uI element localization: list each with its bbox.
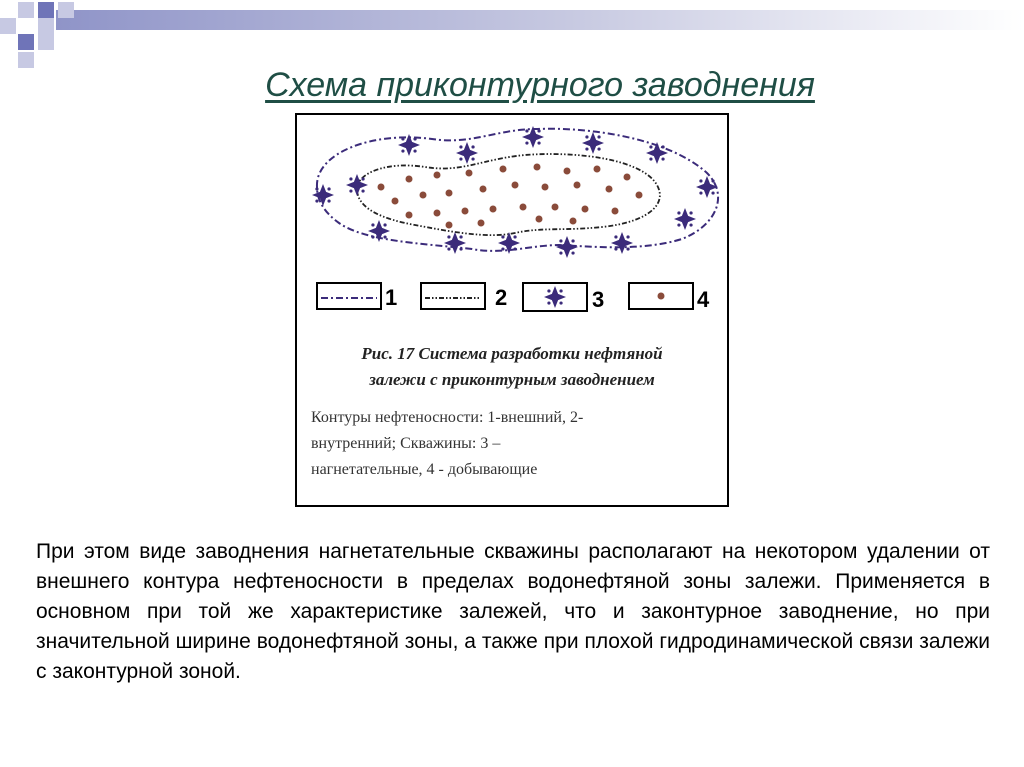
injection-well-icon <box>582 132 604 154</box>
injection-well-dot <box>327 199 330 202</box>
production-well-icon <box>446 222 453 229</box>
figure-caption-line-1: Рис. 17 Система разработки нефтяной <box>361 344 663 363</box>
production-well-icon <box>434 210 441 217</box>
production-well-icon <box>490 206 497 213</box>
injection-well-dot <box>413 137 416 140</box>
injection-well-dot <box>537 129 540 132</box>
production-well-icon <box>594 166 601 173</box>
injection-well-dot <box>547 301 550 304</box>
figure-frame <box>295 113 729 507</box>
production-well-icon <box>434 172 441 179</box>
injection-well-dot <box>585 147 588 150</box>
production-well-icon <box>446 190 453 197</box>
injection-well-icon <box>611 232 633 254</box>
injection-well-dot <box>525 141 528 144</box>
production-well-icon <box>466 170 473 177</box>
injection-well-dot <box>677 211 680 214</box>
injection-well-dot <box>315 199 318 202</box>
injection-well-dot <box>537 141 540 144</box>
production-well-icon <box>462 208 469 215</box>
production-well-icon <box>512 182 519 189</box>
injection-well-dot <box>585 135 588 138</box>
deco-square <box>38 34 54 50</box>
injection-well-dot <box>626 235 629 238</box>
injection-well-dot <box>501 235 504 238</box>
production-well-icon <box>574 182 581 189</box>
injection-well-dot <box>361 189 364 192</box>
legend-injection-well-icon <box>544 286 566 308</box>
injection-well-dot <box>471 157 474 160</box>
legend-line-2: внутренний; Скважины: 3 – <box>311 435 501 452</box>
production-well-icon <box>406 176 413 183</box>
injection-well-dot <box>649 145 652 148</box>
injection-well-dot <box>371 235 374 238</box>
injection-well-dot <box>525 129 528 132</box>
slide-title: Схема приконтурного заводнения <box>265 66 815 104</box>
injection-well-dot <box>614 235 617 238</box>
injection-well-dot <box>401 149 404 152</box>
injection-well-dot <box>447 235 450 238</box>
production-well-icon <box>536 216 543 223</box>
injection-well-icon <box>456 142 478 164</box>
legend-production-well-icon <box>658 293 665 300</box>
injection-well-dot <box>513 247 516 250</box>
injection-well-dot <box>661 145 664 148</box>
injection-well-dot <box>699 191 702 194</box>
production-well-icon <box>582 206 589 213</box>
injection-well-dot <box>559 289 562 292</box>
decorative-header <box>0 0 1024 70</box>
legend-number-3: 3 <box>592 287 605 312</box>
legend-line-3: нагнетательные, 4 - добывающие <box>311 461 538 478</box>
production-well-icon <box>478 220 485 227</box>
injection-well-icon <box>556 236 578 258</box>
body-paragraph: При этом виде заводнения нагнетательные скважины располагают на некотором удалении от внешнего контура нефтеносности в пределах водонефтяной зоны залежи. Применяется в основном при той же характеристике залежей, что и законтурное заводнение, но при значительной ширине водонефтяной зоны, а также при плохой гидродинамической связи залежи с законтурной зоной. <box>36 540 990 683</box>
production-well-icon <box>500 166 507 173</box>
injection-well-dot <box>614 247 617 250</box>
deco-square <box>38 18 54 34</box>
legend-number-2: 2 <box>495 285 508 310</box>
production-well-icon <box>570 218 577 225</box>
injection-well-dot <box>547 289 550 292</box>
injection-well-dot <box>349 177 352 180</box>
injection-well-icon <box>346 174 368 196</box>
production-well-icon <box>624 174 631 181</box>
injection-well-dot <box>459 247 462 250</box>
legend-box-inner-contour <box>421 283 485 309</box>
production-well-icon <box>520 204 527 211</box>
production-well-icon <box>612 208 619 215</box>
legend-number-1: 1 <box>385 285 398 310</box>
injection-well-dot <box>513 235 516 238</box>
injection-well-icon <box>674 208 696 230</box>
inner-contour <box>357 154 660 235</box>
injection-well-dot <box>401 137 404 140</box>
deco-square <box>38 2 54 18</box>
injection-well-dot <box>571 239 574 242</box>
production-well-icon <box>406 212 413 219</box>
injection-well-dot <box>383 235 386 238</box>
production-wells <box>378 164 643 229</box>
deco-square <box>58 2 74 18</box>
injection-well-dot <box>559 251 562 254</box>
deco-square <box>18 34 34 50</box>
production-well-icon <box>480 186 487 193</box>
injection-well-dot <box>459 145 462 148</box>
injection-well-dot <box>327 187 330 190</box>
injection-well-dot <box>689 211 692 214</box>
injection-well-icon <box>522 126 544 148</box>
injection-well-dot <box>711 191 714 194</box>
injection-well-icon <box>646 142 668 164</box>
injection-well-dot <box>649 157 652 160</box>
legend-box-outer-contour <box>317 283 381 309</box>
injection-well-icon <box>312 184 334 206</box>
production-well-icon <box>636 192 643 199</box>
injection-well-dot <box>501 247 504 250</box>
injection-well-dot <box>711 179 714 182</box>
injection-well-dot <box>349 189 352 192</box>
injection-well-dot <box>626 247 629 250</box>
injection-well-dot <box>571 251 574 254</box>
production-well-icon <box>564 168 571 175</box>
injection-well-dot <box>371 223 374 226</box>
injection-well-dot <box>383 223 386 226</box>
injection-well-dot <box>413 149 416 152</box>
injection-well-dot <box>689 223 692 226</box>
legend-line-1: Контуры нефтеносности: 1-внешний, 2- <box>311 409 584 426</box>
injection-wells <box>312 126 718 258</box>
injection-well-dot <box>597 135 600 138</box>
deco-square <box>18 2 34 18</box>
injection-well-dot <box>661 157 664 160</box>
injection-well-dot <box>559 301 562 304</box>
injection-well-dot <box>597 147 600 150</box>
injection-well-dot <box>447 247 450 250</box>
injection-well-dot <box>459 157 462 160</box>
injection-well-icon <box>444 232 466 254</box>
injection-well-dot <box>471 145 474 148</box>
deco-square <box>0 18 16 34</box>
injection-well-dot <box>677 223 680 226</box>
injection-well-icon <box>544 286 566 308</box>
production-well-icon <box>534 164 541 171</box>
legend-number-4: 4 <box>697 287 710 312</box>
production-well-icon <box>378 184 385 191</box>
injection-well-dot <box>699 179 702 182</box>
injection-well-dot <box>459 235 462 238</box>
production-well-icon <box>420 192 427 199</box>
injection-well-dot <box>315 187 318 190</box>
production-well-icon <box>392 198 399 205</box>
figure-caption-line-2: залежи с приконтурным заводнением <box>369 370 655 389</box>
production-well-icon <box>542 184 549 191</box>
injection-well-icon <box>696 176 718 198</box>
injection-well-dot <box>361 177 364 180</box>
production-well-icon <box>606 186 613 193</box>
production-well-icon <box>552 204 559 211</box>
injection-well-dot <box>559 239 562 242</box>
